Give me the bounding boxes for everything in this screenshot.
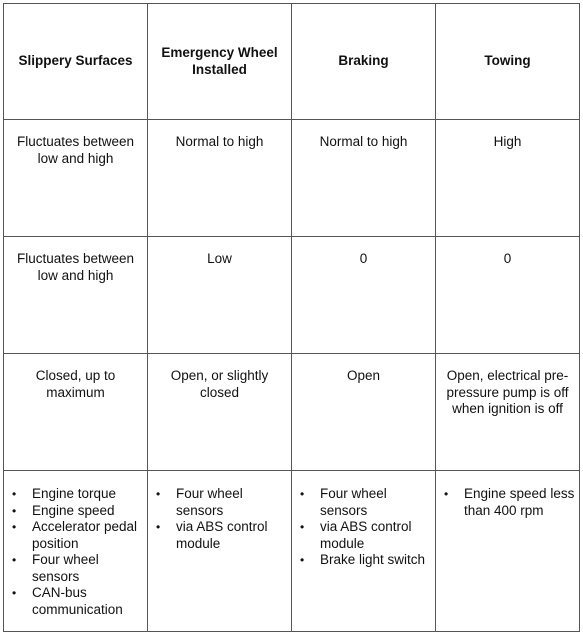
table-cell [4, 471, 148, 632]
bullet-icon: • [12, 503, 17, 518]
bullet-icon: • [444, 487, 449, 501]
table-cell [148, 237, 292, 354]
list-item [300, 519, 431, 552]
list-item-text: Accelerator pedal position [32, 519, 138, 551]
header-cell-emergency-wheel: Emergency Wheel Installed [148, 4, 292, 120]
data-table [3, 3, 580, 632]
bullet-icon: • [12, 553, 17, 567]
table-cell [4, 237, 148, 354]
list-item [300, 552, 431, 569]
list-item [444, 486, 575, 519]
cell-text: Fluctuates between low and high [16, 134, 135, 166]
list-item-text: CAN-bus communication [32, 585, 123, 617]
cell-text: Fluctuates between low and high [16, 251, 135, 283]
bullet-icon: • [300, 553, 305, 567]
cell-text: Open [346, 368, 381, 383]
table-cell [4, 354, 148, 471]
table-cell [292, 354, 436, 471]
cell-text: Closed, up to maximum [35, 368, 116, 400]
bullet-list [4, 471, 147, 618]
table-row [4, 120, 580, 237]
list-item-text: Engine speed less than 400 rpm [464, 486, 575, 518]
list-item-text: via ABS control module [320, 519, 412, 551]
table-row [4, 354, 580, 471]
cell-text: Low [207, 251, 232, 266]
header-cell-slippery-surfaces: Slippery Surfaces [4, 4, 148, 120]
bullet-list [436, 471, 579, 519]
cell-text: 0 [503, 251, 512, 266]
table-cell [292, 471, 436, 632]
bullet-icon: • [12, 520, 17, 534]
table-cell [436, 471, 580, 632]
header-cell-towing: Towing [436, 4, 580, 120]
cell-text: 0 [359, 251, 368, 266]
table-cell [4, 120, 148, 237]
bullet-icon: • [300, 520, 305, 534]
list-item-text: via ABS control module [176, 519, 268, 551]
list-item [12, 552, 143, 585]
table-cell [292, 237, 436, 354]
cell-text: Normal to high [175, 134, 264, 149]
table-cell [148, 120, 292, 237]
header-row [4, 4, 580, 120]
list-item-text: Four wheel sensors [32, 552, 99, 584]
list-item [12, 502, 143, 520]
header-cell-braking: Braking [292, 4, 436, 120]
list-item-text: Four wheel sensors [320, 486, 387, 518]
bullet-list [292, 471, 435, 569]
table-row [4, 237, 580, 354]
list-item [156, 519, 287, 552]
list-item-text: Engine speed [32, 502, 115, 518]
bullet-icon: • [12, 487, 17, 501]
list-item [12, 486, 143, 503]
bullet-icon: • [156, 520, 161, 534]
list-item [300, 486, 431, 519]
cell-text: Normal to high [319, 134, 408, 149]
table-cell [436, 354, 580, 471]
bullet-icon: • [12, 586, 17, 600]
table-cell [292, 120, 436, 237]
table-cell [148, 471, 292, 632]
list-item [12, 585, 143, 618]
bullet-icon: • [300, 487, 305, 501]
list-item [12, 519, 143, 552]
table-cell [148, 354, 292, 471]
cell-text: Open, or slightly closed [170, 368, 269, 400]
cell-text: High [493, 134, 522, 149]
list-item [156, 486, 287, 519]
bullet-list [148, 471, 291, 552]
list-item-text: Brake light switch [320, 552, 426, 567]
table-cell [436, 237, 580, 354]
bullet-icon: • [156, 487, 161, 501]
table-row-bullets [4, 471, 580, 632]
cell-text: Open, electrical pre-pressure pump is off when ignition is off [446, 368, 569, 416]
table-cell [436, 120, 580, 237]
list-item-text: Engine torque [32, 486, 117, 501]
list-item-text: Four wheel sensors [176, 486, 243, 518]
